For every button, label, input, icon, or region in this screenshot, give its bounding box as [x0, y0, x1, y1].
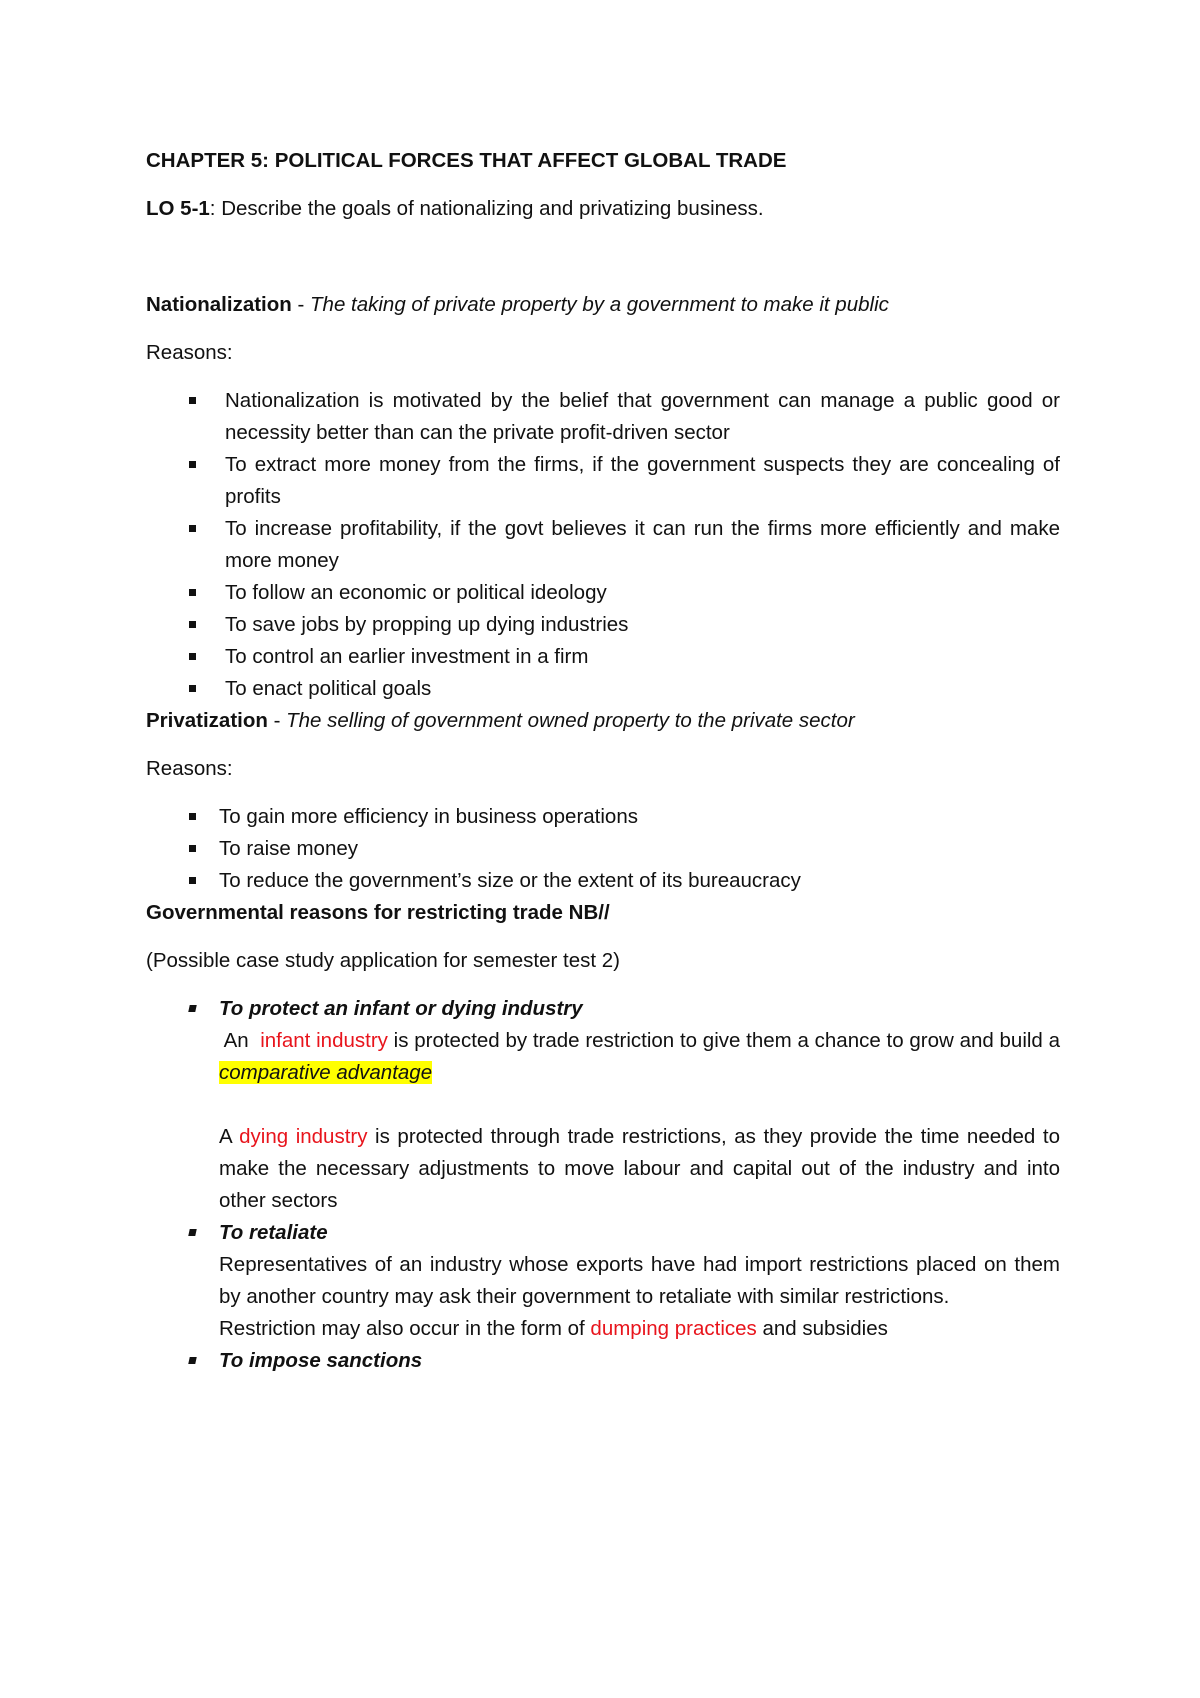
list-item [146, 609, 1060, 641]
list-item-text: To control an earlier investment in a firm [225, 645, 589, 668]
restricting-reasons-list [146, 993, 1060, 1377]
privatization-def: The selling of government owned property to the private sector [286, 709, 855, 732]
square-bullet-icon [189, 653, 196, 660]
list-item-text: To gain more efficiency in business operations [219, 805, 638, 828]
dying-industry-paragraph [219, 1121, 1060, 1217]
reason-heading: To protect an infant or dying industry [219, 997, 583, 1020]
list-item [146, 1345, 1060, 1377]
privatization-reasons-list [146, 801, 1060, 897]
privatization-sep: - [267, 709, 287, 732]
list-item [146, 833, 1060, 865]
square-bullet-icon [188, 1005, 196, 1012]
list-item [146, 385, 1060, 449]
infant-industry-term: infant industry [260, 1029, 388, 1052]
square-bullet-icon [189, 813, 196, 820]
nationalization-sep: - [291, 293, 311, 316]
text-span: An [219, 1029, 261, 1052]
square-bullet-icon [189, 589, 196, 596]
list-item-text: To save jobs by propping up dying industries [225, 613, 629, 636]
lo-label: LO 5-1 [146, 197, 210, 220]
document-page [146, 145, 1060, 1377]
square-bullet-icon [188, 1229, 196, 1236]
list-item [146, 577, 1060, 609]
nationalization-reasons-list [146, 385, 1060, 705]
comparative-advantage-highlight: comparative advantage [219, 1061, 433, 1084]
square-bullet-icon [189, 685, 196, 692]
text-span: is protected by trade restriction to give them a chance to grow and build a [387, 1029, 1060, 1052]
list-item [146, 673, 1060, 705]
text-span: is protected through trade restrictions, as they provide the time needed to make the necessary adjustments to move labour and capital out of the industry and into other sectors [219, 1125, 1061, 1212]
lo-text: : Describe the goals of nationalizing and privatizing business. [209, 197, 764, 220]
square-bullet-icon [188, 1357, 196, 1364]
list-item-text: To enact political goals [225, 677, 432, 700]
privatization-definition [146, 705, 1060, 737]
square-bullet-icon [189, 845, 196, 852]
list-item-text: To raise money [219, 837, 359, 860]
square-bullet-icon [189, 877, 196, 884]
list-item [146, 641, 1060, 673]
square-bullet-icon [189, 525, 196, 532]
text-span: and subsidies [756, 1317, 888, 1340]
restricting-trade-heading: Governmental reasons for restricting trade NB// [146, 901, 610, 924]
square-bullet-icon [189, 461, 196, 468]
square-bullet-icon [189, 397, 196, 404]
list-item-text: To extract more money from the firms, if the government suspects they are concealing of profits [225, 453, 1060, 508]
case-study-note: (Possible case study application for semester test 2) [146, 949, 620, 972]
list-item [146, 801, 1060, 833]
infant-industry-paragraph [219, 1025, 1060, 1089]
spacer [219, 1089, 1060, 1121]
text-span: Restriction may also occur in the form of [219, 1317, 591, 1340]
retaliate-paragraph: Representatives of an industry whose exports have had import restrictions placed on them by another country may ask their government to retaliate with similar restrictions. [219, 1253, 1060, 1308]
nationalization-reasons-label: Reasons: [146, 341, 233, 364]
list-item-text: To follow an economic or political ideology [225, 581, 607, 604]
learning-objective [146, 193, 1060, 225]
list-item [146, 1217, 1060, 1345]
list-item-text: To reduce the government’s size or the extent of its bureaucracy [219, 869, 801, 892]
chapter-title: CHAPTER 5: POLITICAL FORCES THAT AFFECT GLOBAL TRADE [146, 149, 787, 172]
list-item-text: To increase profitability, if the govt believes it can run the firms more efficiently and make more money [225, 517, 1060, 572]
dumping-practices-term: dumping practices [590, 1317, 757, 1340]
list-item [146, 449, 1060, 513]
nationalization-term: Nationalization [146, 293, 292, 316]
text-span: A [219, 1125, 240, 1148]
list-item [146, 865, 1060, 897]
nationalization-definition [146, 289, 1060, 321]
privatization-term: Privatization [146, 709, 268, 732]
dying-industry-term: dying industry [239, 1125, 368, 1148]
dumping-paragraph [219, 1313, 1060, 1345]
square-bullet-icon [189, 621, 196, 628]
reason-heading: To retaliate [219, 1221, 328, 1244]
reason-heading: To impose sanctions [219, 1349, 423, 1372]
list-item [146, 993, 1060, 1217]
list-item [146, 513, 1060, 577]
nationalization-def: The taking of private property by a government to make it public [310, 293, 889, 316]
privatization-reasons-label: Reasons: [146, 757, 233, 780]
list-item-text: Nationalization is motivated by the belief that government can manage a public good or necessity better than can the private profit-driven sector [225, 389, 1060, 444]
